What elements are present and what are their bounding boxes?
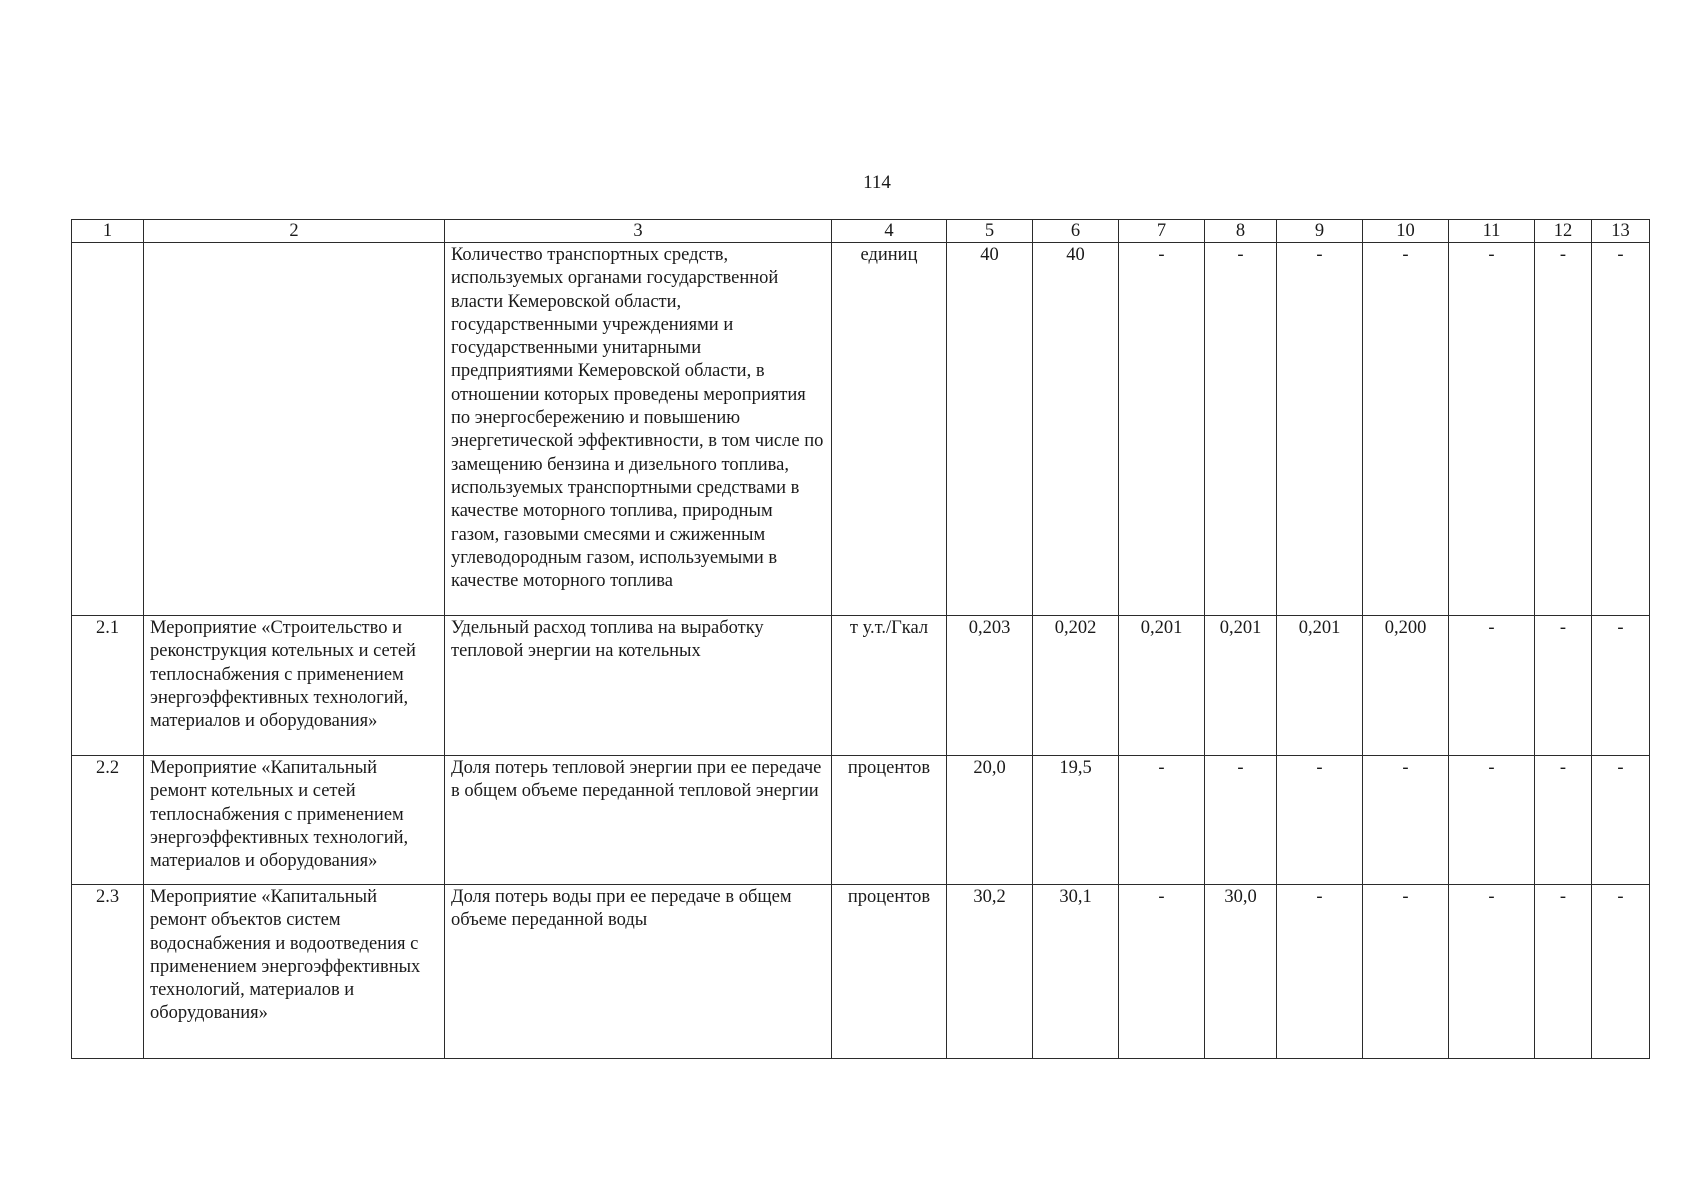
column-number: 13 — [1592, 220, 1650, 243]
value-cell: 0,203 — [947, 616, 1033, 756]
value-cell: - — [1119, 756, 1205, 885]
value-cell: 0,200 — [1363, 616, 1449, 756]
value-cell: - — [1535, 885, 1592, 1059]
column-number: 10 — [1363, 220, 1449, 243]
unit-cell: т у.т./Гкал — [832, 616, 947, 756]
column-number: 2 — [144, 220, 445, 243]
value-cell: - — [1205, 756, 1277, 885]
table-header-row — [72, 220, 1650, 243]
value-cell: 0,201 — [1277, 616, 1363, 756]
value-cell: - — [1535, 243, 1592, 616]
value-cell: - — [1449, 243, 1535, 616]
row-number-cell: 2.3 — [72, 885, 144, 1059]
event-cell — [144, 243, 445, 616]
event-cell: Мероприятие «Строительство и реконструкция котельных и сетей теплоснабжения с применением энергоэффективных технологий, материалов и оборудования» — [144, 616, 445, 756]
value-cell: - — [1363, 243, 1449, 616]
value-cell: 30,1 — [1033, 885, 1119, 1059]
indicator-cell: Доля потерь тепловой энергии при ее передаче в общем объеме переданной тепловой энергии — [445, 756, 832, 885]
value-cell: - — [1119, 885, 1205, 1059]
value-cell: - — [1277, 243, 1363, 616]
value-cell: 30,2 — [947, 885, 1033, 1059]
row-number-cell: 2.1 — [72, 616, 144, 756]
value-cell: 0,202 — [1033, 616, 1119, 756]
value-cell: - — [1277, 756, 1363, 885]
value-cell: - — [1592, 243, 1650, 616]
value-cell: - — [1277, 885, 1363, 1059]
value-cell: - — [1363, 885, 1449, 1059]
table-row — [72, 243, 1650, 616]
value-cell: - — [1119, 243, 1205, 616]
column-number: 7 — [1119, 220, 1205, 243]
value-cell: - — [1205, 243, 1277, 616]
event-cell: Мероприятие «Капитальный ремонт объектов систем водоснабжения и водоотведения с применением энергоэффективных технологий, материалов и оборудования» — [144, 885, 445, 1059]
row-number-cell: 2.2 — [72, 756, 144, 885]
column-number: 6 — [1033, 220, 1119, 243]
value-cell: - — [1449, 756, 1535, 885]
value-cell: - — [1535, 616, 1592, 756]
value-cell: - — [1592, 756, 1650, 885]
indicator-cell: Удельный расход топлива на выработку тепловой энергии на котельных — [445, 616, 832, 756]
unit-cell: процентов — [832, 885, 947, 1059]
table-row — [72, 756, 1650, 885]
table-row — [72, 616, 1650, 756]
value-cell: 0,201 — [1205, 616, 1277, 756]
column-number: 5 — [947, 220, 1033, 243]
value-cell: 20,0 — [947, 756, 1033, 885]
value-cell: - — [1363, 756, 1449, 885]
column-number: 9 — [1277, 220, 1363, 243]
row-number-cell — [72, 243, 144, 616]
value-cell: - — [1535, 756, 1592, 885]
column-number: 4 — [832, 220, 947, 243]
page-number: 114 — [863, 172, 891, 193]
column-number: 1 — [72, 220, 144, 243]
value-cell: 40 — [947, 243, 1033, 616]
column-number: 8 — [1205, 220, 1277, 243]
unit-cell: процентов — [832, 756, 947, 885]
indicator-cell: Количество транспортных средств, используемых органами государственной власти Кемеровской области, государственными учреждениями и государственными унитарными предприятиями Кемеровской области, в отношении которых проведены мероприятия по энергосбережению и повышению энергетической эффективности, в том числе по замещению бензина и дизельного топлива, используемых транспортными средствами в качестве моторного топлива, природным газом, газовыми смесями и сжиженным углеводородным газом, используемыми в качестве моторного топлива — [445, 243, 832, 616]
value-cell: 30,0 — [1205, 885, 1277, 1059]
value-cell: 19,5 — [1033, 756, 1119, 885]
value-cell: - — [1592, 616, 1650, 756]
value-cell: - — [1449, 885, 1535, 1059]
indicator-cell: Доля потерь воды при ее передаче в общем объеме переданной воды — [445, 885, 832, 1059]
unit-cell: единиц — [832, 243, 947, 616]
column-number: 11 — [1449, 220, 1535, 243]
value-cell: 40 — [1033, 243, 1119, 616]
value-cell: - — [1592, 885, 1650, 1059]
value-cell: - — [1449, 616, 1535, 756]
indicators-table — [71, 219, 1650, 1059]
event-cell: Мероприятие «Капитальный ремонт котельных и сетей теплоснабжения с применением энергоэффективных технологий, материалов и оборудования» — [144, 756, 445, 885]
table-row — [72, 885, 1650, 1059]
column-number: 12 — [1535, 220, 1592, 243]
value-cell: 0,201 — [1119, 616, 1205, 756]
column-number: 3 — [445, 220, 832, 243]
